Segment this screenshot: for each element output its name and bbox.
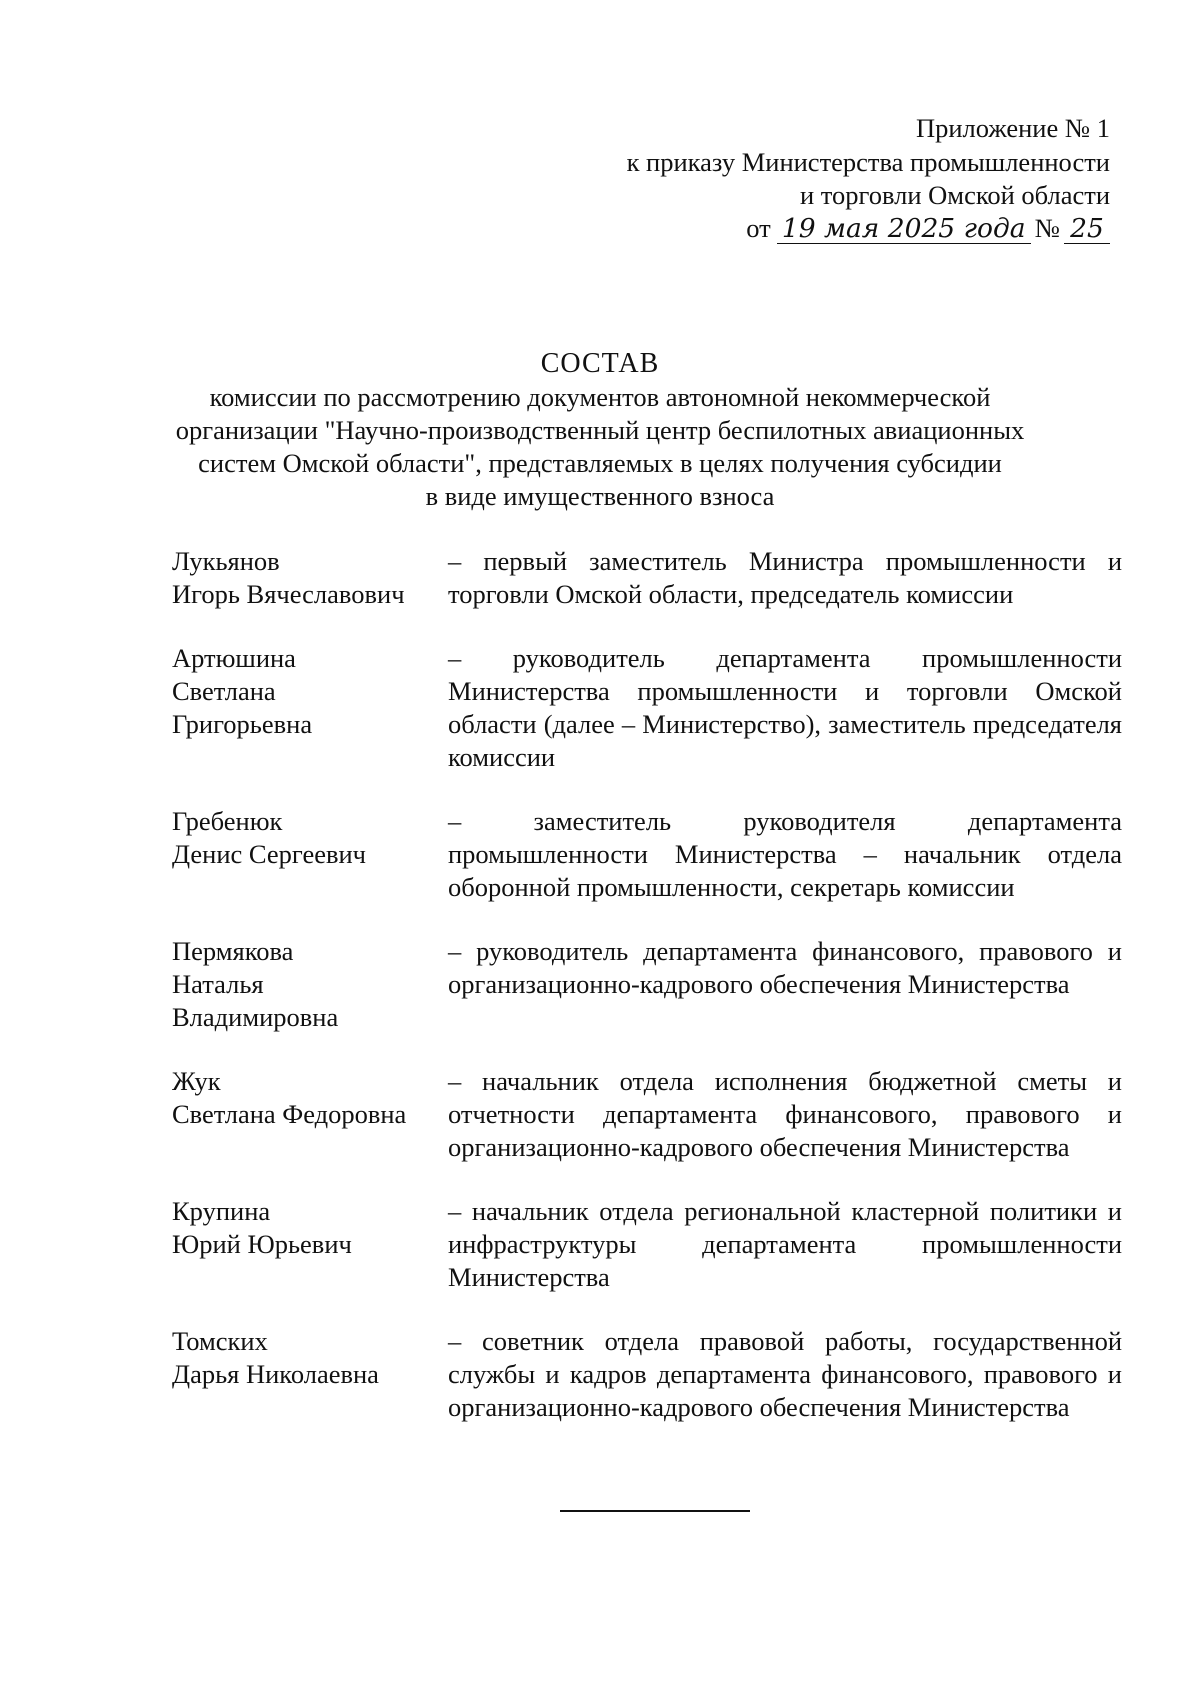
- member-role: – начальник отдела региональной кластерной политики и инфраструктуры департамента промышленности Министерства: [448, 1196, 1122, 1292]
- member-name: [172, 935, 448, 1034]
- document-subtitle-line: комиссии по рассмотрению документов автономной некоммерческой: [209, 382, 991, 412]
- member-row: [172, 1065, 1122, 1164]
- document-subtitle-line: систем Омской области", представляемых в целях получения субсидии: [198, 448, 1002, 478]
- member-row: [172, 545, 1122, 611]
- member-role: – начальник отдела исполнения бюджетной сметы и отчетности департамента финансового, правового и организационно-кадрового обеспечения Министерства: [448, 1066, 1122, 1162]
- member-row: [172, 935, 1122, 1034]
- order-reference-line1: к приказу Министерства промышленности: [626, 147, 1110, 177]
- member-role: – заместитель руководителя департамента промышленности Министерства – начальник отдела оборонной промышленности, секретарь комиссии: [448, 806, 1122, 902]
- member-surname: Крупина: [172, 1196, 271, 1226]
- number-label: №: [1034, 213, 1060, 243]
- document-title-block: [150, 347, 1050, 513]
- member-role: – руководитель департамента финансового, правового и организационно-кадрового обеспечения Министерства: [448, 936, 1122, 999]
- member-row: [172, 805, 1122, 904]
- handwritten-date: 19 мая 2025 года: [777, 215, 1031, 244]
- member-surname: Томских: [172, 1326, 268, 1356]
- order-reference-line2: и торговли Омской области: [799, 180, 1110, 210]
- member-row: [172, 642, 1122, 774]
- member-given-name: Светлана Федоровна: [172, 1099, 407, 1129]
- document-subtitle-line: в виде имущественного взноса: [425, 481, 775, 511]
- member-role: – советник отдела правовой работы, государственной службы и кадров департамента финансового, правового и организационно-кадрового обеспечения Министерства: [448, 1326, 1122, 1422]
- member-patronymic: Григорьевна: [172, 709, 313, 739]
- order-date-line: [550, 212, 1110, 248]
- document-heading: СОСТАВ: [540, 348, 660, 379]
- member-name: [172, 805, 448, 904]
- member-patronymic: Владимировна: [172, 1002, 339, 1032]
- appendix-header: [550, 112, 1110, 248]
- member-given-name: Наталья: [172, 969, 264, 999]
- appendix-number: Приложение № 1: [915, 113, 1110, 143]
- commission-roster: [172, 545, 1122, 1455]
- member-given-name: Юрий Юрьевич: [172, 1229, 352, 1259]
- member-given-name: Игорь Вячеславович: [172, 579, 405, 609]
- member-surname: Гребенюк: [172, 806, 283, 836]
- member-row: [172, 1325, 1122, 1424]
- member-given-name: Светлана: [172, 676, 276, 706]
- member-surname: Пермякова: [172, 936, 294, 966]
- date-prefix: от: [746, 213, 771, 243]
- member-name: [172, 1325, 448, 1424]
- member-role: – руководитель департамента промышленности Министерства промышленности и торговли Омской области (далее – Министерство), заместитель председателя комиссии: [448, 643, 1122, 772]
- member-given-name: Дарья Николаевна: [172, 1359, 379, 1389]
- handwritten-order-number: 25: [1064, 215, 1110, 244]
- member-name: [172, 545, 448, 611]
- member-surname: Жук: [172, 1066, 221, 1096]
- member-row: [172, 1195, 1122, 1294]
- member-role: – первый заместитель Министра промышленности и торговли Омской области, председатель комиссии: [448, 546, 1122, 609]
- member-given-name: Денис Сергеевич: [172, 839, 366, 869]
- document-subtitle-line: организации "Научно-производственный центр беспилотных авиационных: [175, 415, 1025, 445]
- member-name: [172, 1195, 448, 1294]
- member-surname: Артюшина: [172, 643, 296, 673]
- member-surname: Лукьянов: [172, 546, 280, 576]
- member-name: [172, 1065, 448, 1164]
- member-name: [172, 642, 448, 774]
- end-divider: [560, 1510, 750, 1512]
